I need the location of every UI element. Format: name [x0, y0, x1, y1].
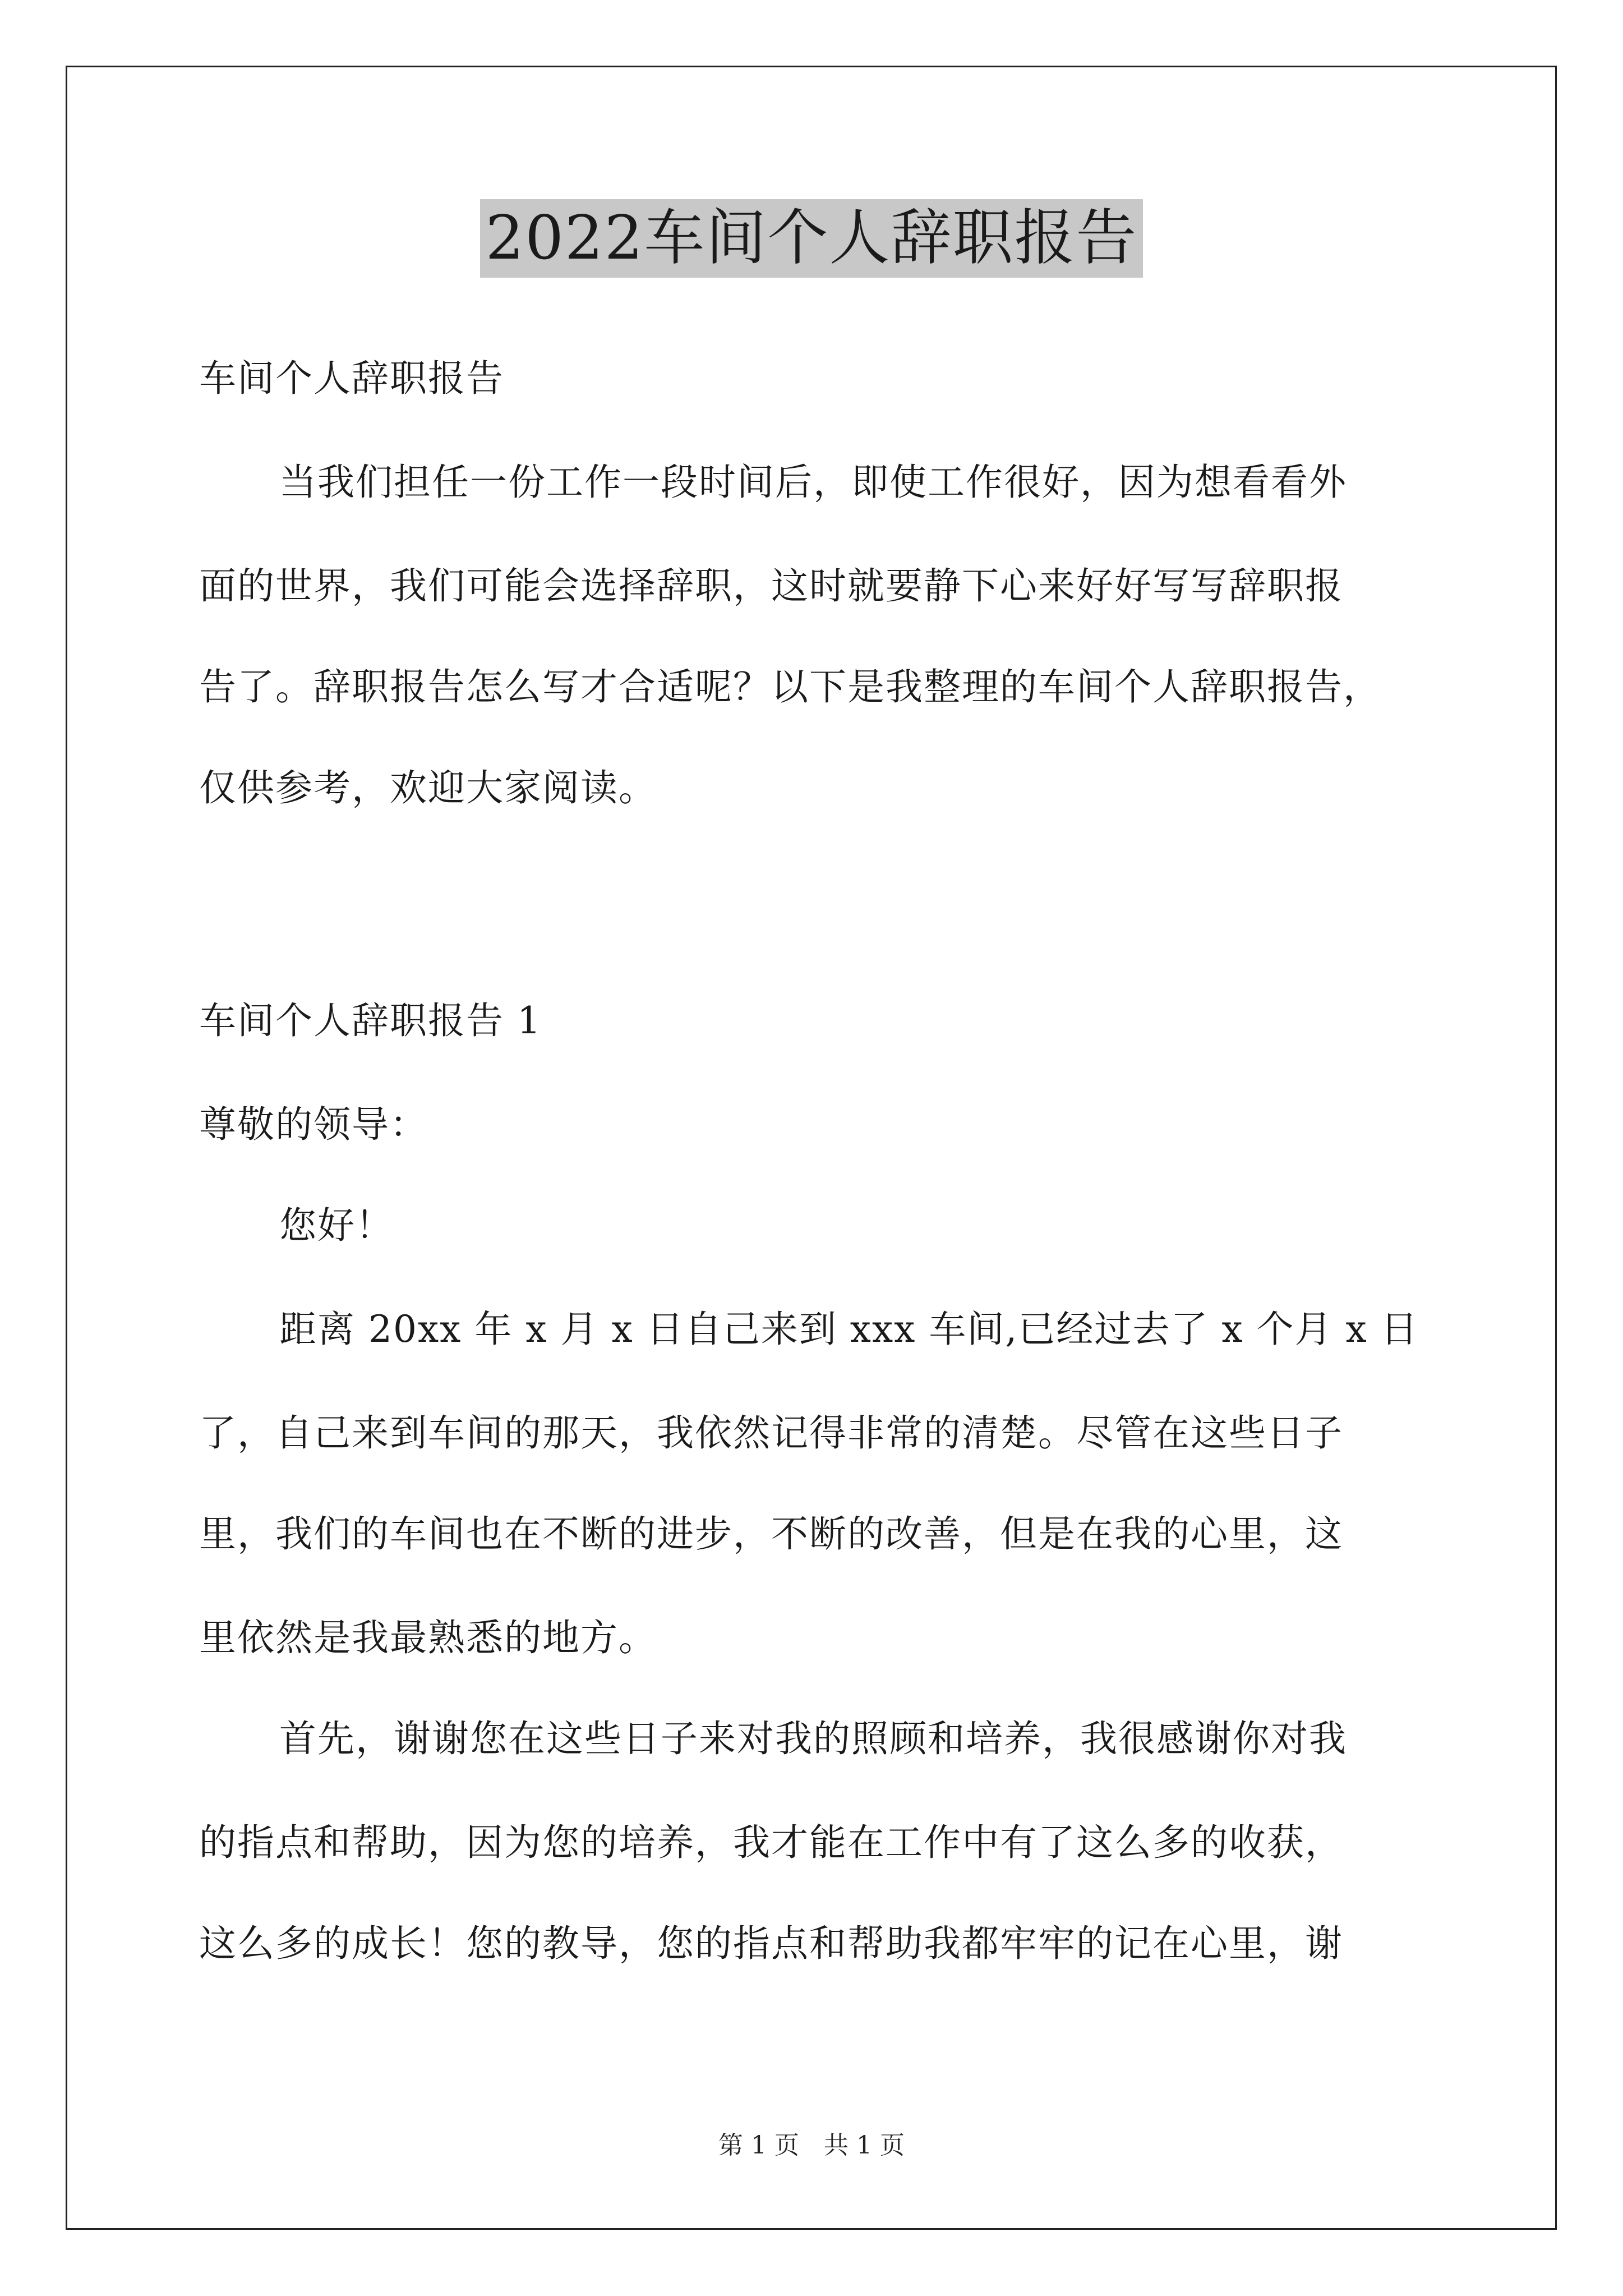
paragraph-line: 的指点和帮助，因为您的培养，我才能在工作中有了这么多的收获， [199, 1821, 1343, 1864]
page-number-footer: 第 1 页 共 1 页 [718, 2131, 905, 2160]
paragraph-line: 了，自己来到车间的那天，我依然记得非常的清楚。尽管在这些日子 [199, 1411, 1343, 1455]
paragraph-line: 里，我们的车间也在不断的进步，不断的改善，但是在我的心里，这 [199, 1512, 1343, 1556]
paragraph-line: 这么多的成长！您的教导，您的指点和帮助我都牢牢的记在心里，谢 [199, 1922, 1343, 1965]
salutation-line: 尊敬的领导： [199, 1103, 428, 1146]
subtitle-line: 车间个人辞职报告 [199, 357, 504, 400]
title-container [0, 199, 1623, 278]
paragraph-line: 首先，谢谢您在这些日子来对我的照顾和培养，我很感谢你对我 [279, 1717, 1347, 1760]
section-heading: 车间个人辞职报告 1 [199, 999, 542, 1042]
document-title: 2022车间个人辞职报告 [480, 199, 1144, 278]
paragraph-line: 当我们担任一份工作一段时间后，即使工作很好，因为想看看外 [279, 461, 1347, 504]
paragraph-line: 仅供参考，欢迎大家阅读。 [199, 766, 657, 809]
paragraph-line: 面的世界，我们可能会选择辞职，这时就要静下心来好好写写辞职报 [199, 564, 1343, 608]
paragraph-line: 告了。辞职报告怎么写才合适呢？以下是我整理的车间个人辞职报告， [199, 665, 1381, 708]
paragraph-line: 距离 20xx 年 x 月 x 日自己来到 xxx 车间,已经过去了 x 个月 x 日 [279, 1308, 1419, 1351]
paragraph-line: 里依然是我最熟悉的地方。 [199, 1616, 657, 1659]
greeting-line: 您好！ [279, 1204, 394, 1247]
